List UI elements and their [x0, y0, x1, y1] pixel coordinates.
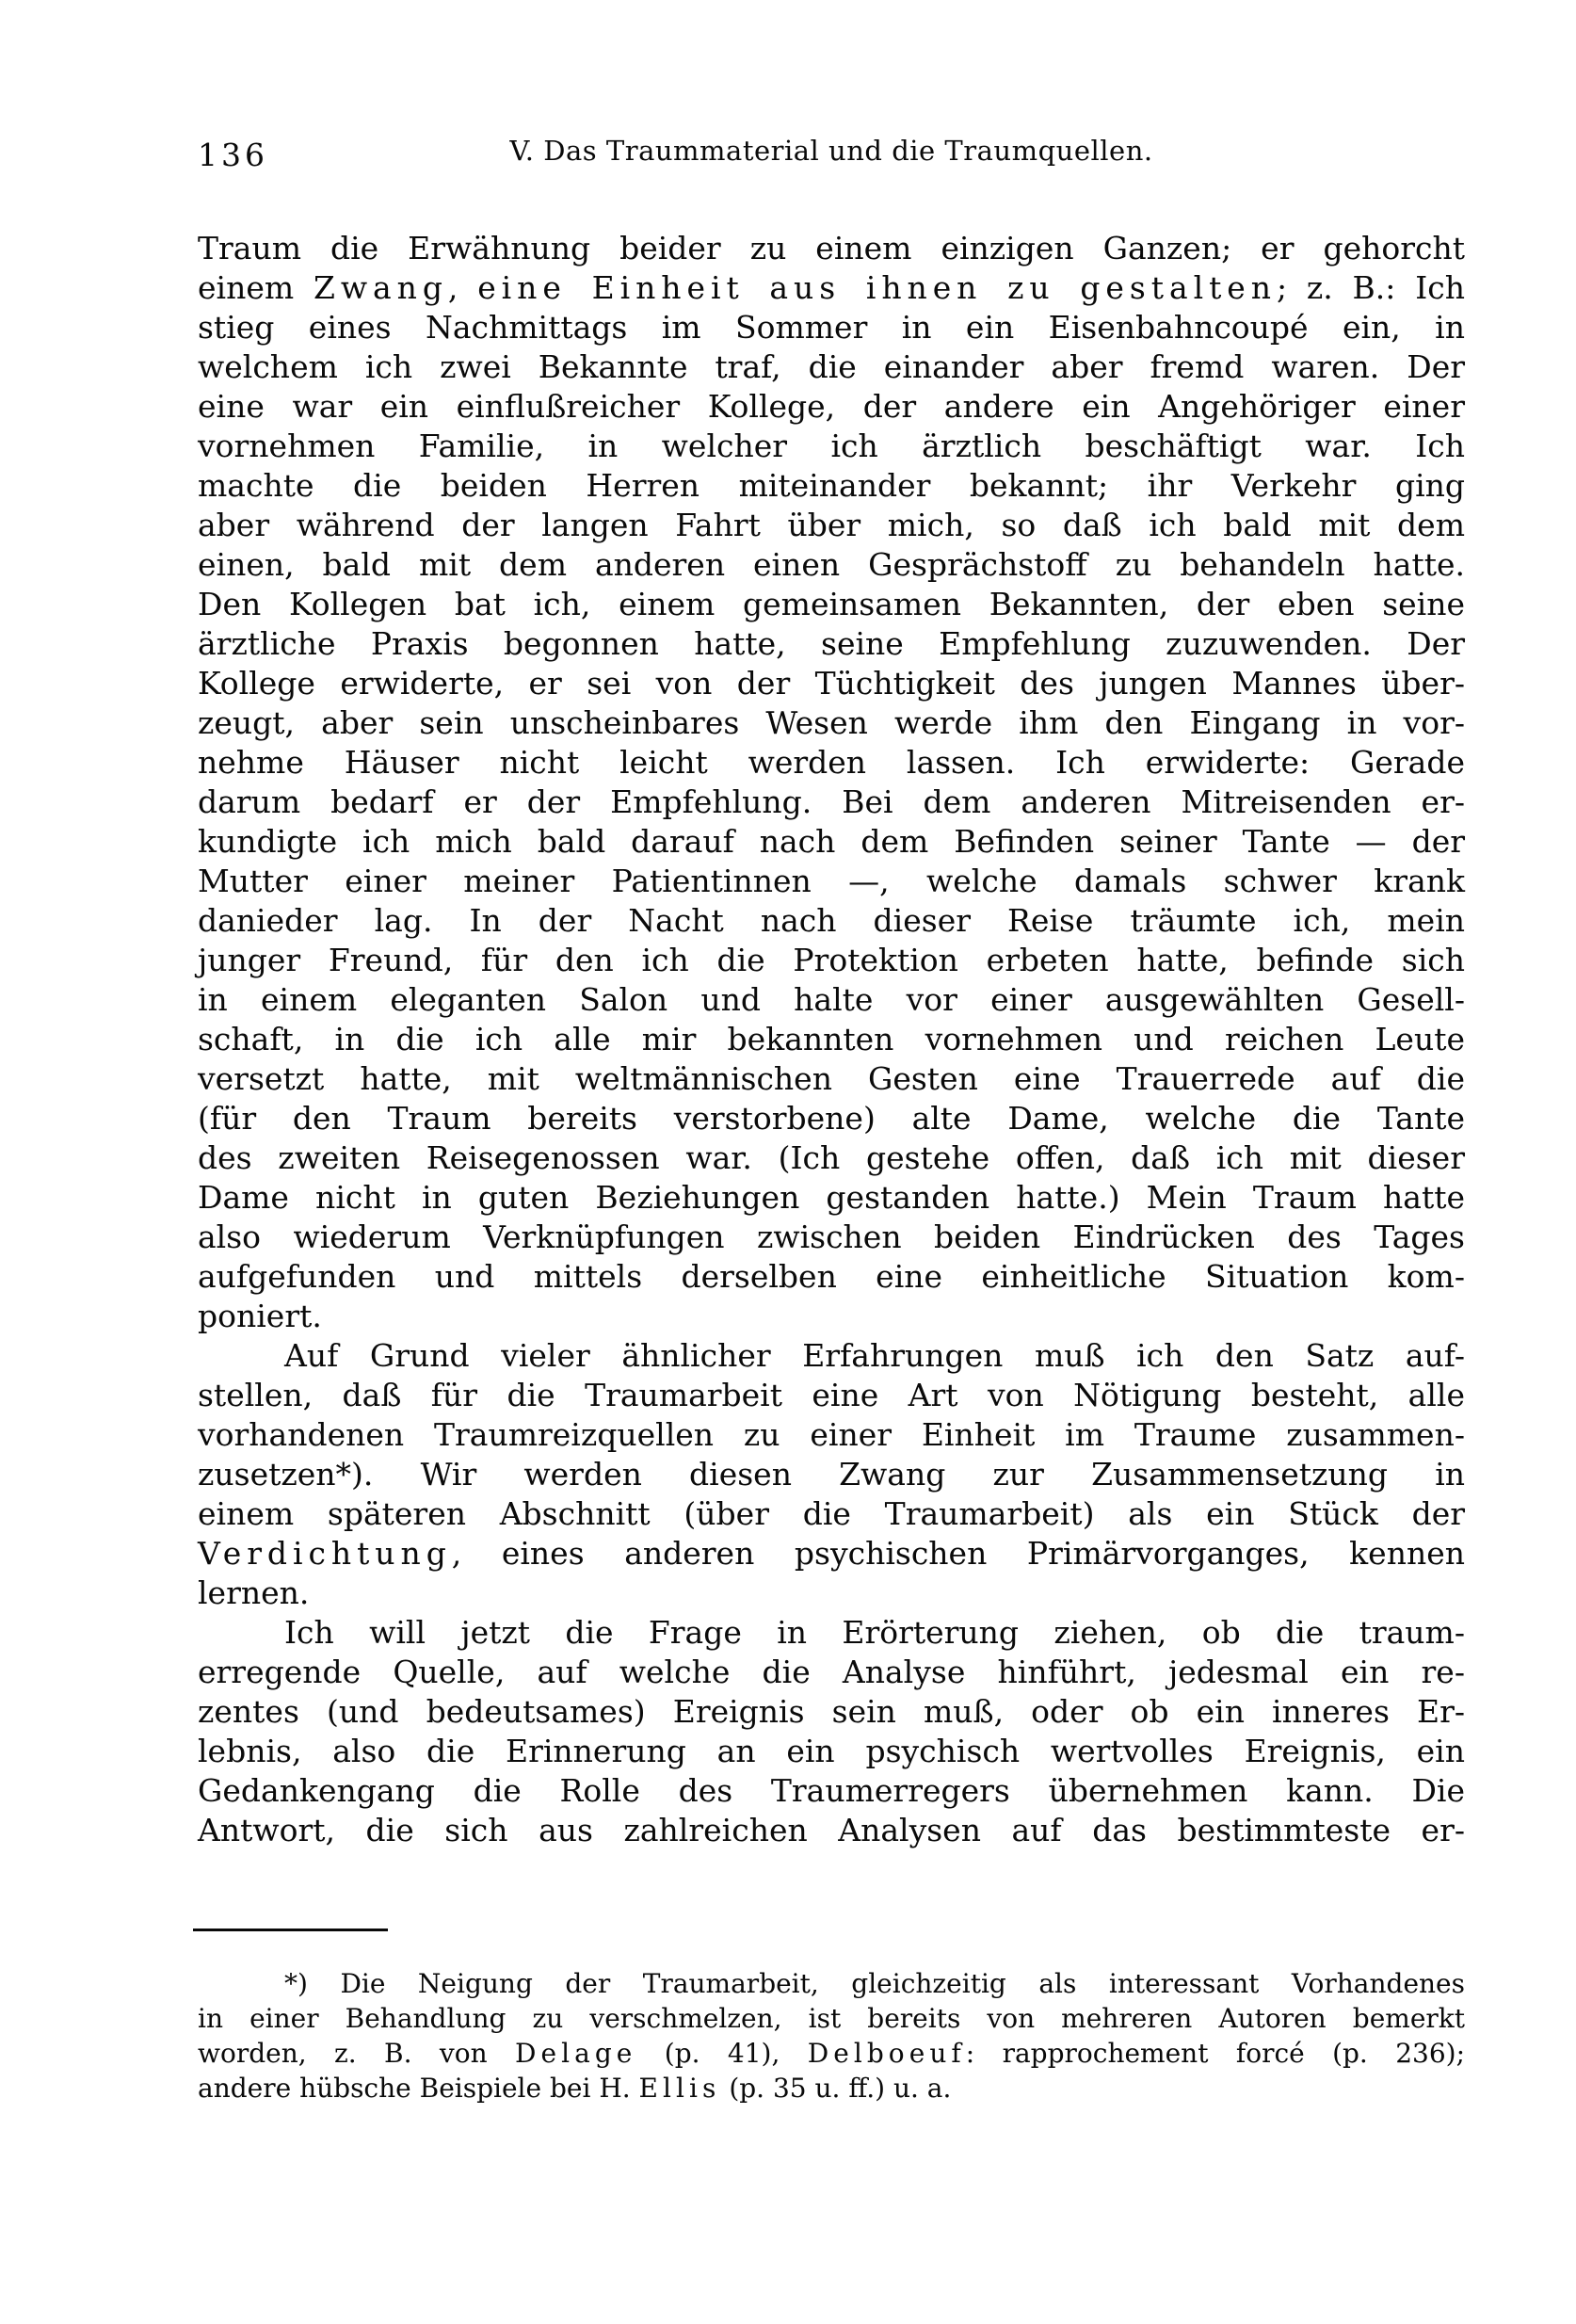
text-line — [198, 1966, 1465, 2001]
text-segment: welchem ich zwei Bekannte traf, die einander aber fremd waren. Der — [198, 348, 1465, 385]
running-title: V. Das Traummaterial und die Traumquellen. — [509, 135, 1153, 167]
text-segment: andere hübsche Beispiele bei H. — [198, 2073, 639, 2104]
text-line — [198, 783, 1465, 822]
text-line — [198, 1613, 1465, 1653]
text-segment: darum bedarf er der Empfehlung. Bei dem anderen Mitreisenden er- — [198, 783, 1465, 820]
text-line — [198, 1178, 1465, 1218]
text-line — [198, 1020, 1465, 1059]
text-segment: (für den Traum bereits verstorbene) alte Dame, welche die Tante — [198, 1100, 1465, 1137]
text-line — [198, 1455, 1465, 1494]
text-segment: kundigte ich mich bald darauf nach dem Befinden seiner Tante — der — [198, 823, 1465, 860]
text-segment: ärztliche Praxis begonnen hatte, seine Empfehlung zuzuwenden. Der — [198, 625, 1465, 662]
text-line — [198, 2071, 1465, 2106]
text-segment: (p. 41), — [636, 2038, 808, 2069]
text-line — [198, 1771, 1465, 1811]
text-segment: Gedankengang die Rolle des Traumerregers übernehmen kann. Die — [198, 1772, 1465, 1809]
text-segment: : rapprochement forcé (p. 236); — [965, 2038, 1466, 2069]
text-segment: junger Freund, für den ich die Protektion erbeten hatte, befinde sich — [198, 942, 1465, 978]
text-line — [198, 387, 1465, 427]
text-segment: Antwort, die sich aus zahlreichen Analysen auf das bestimmteste er- — [198, 1812, 1465, 1848]
text-segment: (p. 35 u. ff.) u. a. — [720, 2073, 952, 2104]
text-line — [198, 1811, 1465, 1850]
text-line — [198, 1376, 1465, 1415]
text-segment: Traum die Erwähnung beider zu einem einzigen Ganzen; er gehorcht — [198, 230, 1465, 266]
text-line — [198, 664, 1465, 703]
text-segment: zusetzen*). Wir werden diesen Zwang zur Zusammensetzung in — [198, 1456, 1465, 1493]
text-line — [198, 1099, 1465, 1138]
text-segment: in einer Behandlung zu verschmelzen, ist bereits von mehreren Autoren bemerkt — [198, 2003, 1465, 2034]
text-line — [198, 268, 1465, 308]
text-line — [198, 1534, 1465, 1574]
text-line — [198, 1415, 1465, 1455]
text-line — [198, 229, 1465, 268]
emphasized-text: Verdichtung — [198, 1535, 452, 1572]
text-segment: worden, z. B. von — [198, 2038, 515, 2069]
text-line — [198, 1257, 1465, 1297]
text-segment: einem — [198, 269, 314, 306]
text-line — [198, 585, 1465, 624]
text-segment: des zweiten Reisegenossen war. (Ich gestehe offen, daß ich mit dieser — [198, 1139, 1465, 1176]
text-segment: lernen. — [198, 1574, 310, 1611]
page-header — [198, 135, 1465, 176]
footnote-separator — [193, 1929, 388, 1931]
text-segment: Auf Grund vieler ähnlicher Erfahrungen muß ich den Satz auf- — [284, 1337, 1465, 1374]
text-line — [198, 1653, 1465, 1692]
text-segment: aufgefunden und mittels derselben eine einheitliche Situation kom- — [198, 1258, 1465, 1295]
emphasized-text: Delboeuf — [807, 2038, 966, 2069]
text-segment: vornehmen Familie, in welcher ich ärztlich beschäftigt war. Ich — [198, 428, 1465, 464]
text-segment: poniert. — [198, 1298, 322, 1334]
text-segment: ; z. B.: Ich — [1276, 269, 1465, 306]
text-line — [198, 743, 1465, 783]
text-segment: erregende Quelle, auf welche die Analyse hinführt, jedesmal ein re- — [198, 1654, 1465, 1690]
text-segment: Dame nicht in guten Beziehungen gestanden hatte.) Mein Traum hatte — [198, 1179, 1465, 1216]
text-line — [198, 1297, 1465, 1336]
text-line — [198, 1732, 1465, 1771]
text-line — [198, 624, 1465, 664]
text-line — [198, 862, 1465, 901]
text-segment: nehme Häuser nicht leicht werden lassen. Ich erwiderte: Gerade — [198, 744, 1465, 781]
text-segment: stieg eines Nachmittags im Sommer in ein Eisenbahncoupé ein, in — [198, 309, 1465, 346]
text-segment: Ich will jetzt die Frage in Erörterung ziehen, ob die traum- — [284, 1614, 1465, 1651]
emphasized-text: eine Einheit aus ihnen zu gestalten — [477, 269, 1277, 306]
text-segment: in einem eleganten Salon und halte vor einer ausgewählten Gesell- — [198, 981, 1465, 1018]
emphasized-text: Ellis — [638, 2073, 721, 2104]
text-segment: *) Die Neigung der Traumarbeit, gleichzeitig als interessant Vorhandenes — [284, 1968, 1465, 1999]
text-line — [198, 822, 1465, 862]
text-line — [198, 427, 1465, 466]
emphasized-text: Zwang — [313, 269, 448, 306]
text-line — [198, 1138, 1465, 1178]
text-line — [198, 980, 1465, 1020]
text-segment: Mutter einer meiner Patientinnen —, welche damals schwer krank — [198, 863, 1465, 899]
text-segment: Den Kollegen bat ich, einem gemeinsamen Bekannten, der eben seine — [198, 586, 1465, 622]
text-segment: also wiederum Verknüpfungen zwischen beiden Eindrücken des Tages — [198, 1218, 1465, 1255]
text-segment: stellen, daß für die Traumarbeit eine Art von Nötigung besteht, alle — [198, 1377, 1465, 1413]
text-segment: , eines anderen psychischen Primärvorganges, kennen — [451, 1535, 1465, 1572]
main-text — [198, 229, 1465, 1850]
text-segment: einen, bald mit dem anderen einen Gesprächstoff zu behandeln hatte. — [198, 546, 1465, 583]
footnote — [198, 1966, 1465, 2106]
text-line — [198, 1692, 1465, 1732]
text-segment: einem späteren Abschnitt (über die Traumarbeit) als ein Stück der — [198, 1495, 1465, 1532]
text-line — [198, 347, 1465, 387]
text-segment: eine war ein einflußreicher Kollege, der andere ein Angehöriger einer — [198, 388, 1465, 425]
text-segment: versetzt hatte, mit weltmännischen Gesten eine Trauerrede auf die — [198, 1060, 1465, 1097]
text-segment: danieder lag. In der Nacht nach dieser Reise träumte ich, mein — [198, 902, 1465, 939]
text-line — [198, 703, 1465, 743]
text-segment: machte die beiden Herren miteinander bekannt; ihr Verkehr ging — [198, 467, 1465, 504]
text-line — [198, 1494, 1465, 1534]
text-line — [198, 2001, 1465, 2036]
text-line — [198, 308, 1465, 347]
page-number: 136 — [198, 137, 268, 173]
text-line — [198, 1336, 1465, 1376]
text-segment: vorhandenen Traumreizquellen zu einer Einheit im Traume zusammen- — [198, 1416, 1465, 1453]
text-line — [198, 1574, 1465, 1613]
text-line — [198, 1218, 1465, 1257]
text-segment: , — [447, 269, 478, 306]
text-segment: aber während der langen Fahrt über mich, so daß ich bald mit dem — [198, 507, 1465, 543]
emphasized-text: Delage — [515, 2038, 637, 2069]
text-segment: zeugt, aber sein unscheinbares Wesen werde ihm den Eingang in vor- — [198, 704, 1465, 741]
text-line — [198, 2036, 1465, 2071]
text-segment: Kollege erwiderte, er sei von der Tüchtigkeit des jungen Mannes über- — [198, 665, 1465, 702]
text-line — [198, 901, 1465, 941]
text-line — [198, 466, 1465, 506]
text-segment: zentes (und bedeutsames) Ereignis sein muß, oder ob ein inneres Er- — [198, 1693, 1465, 1730]
text-line — [198, 1059, 1465, 1099]
text-line — [198, 941, 1465, 980]
text-segment: schaft, in die ich alle mir bekannten vornehmen und reichen Leute — [198, 1021, 1465, 1057]
text-segment: lebnis, also die Erinnerung an ein psychisch wertvolles Ereignis, ein — [198, 1733, 1465, 1769]
text-line — [198, 506, 1465, 545]
text-line — [198, 545, 1465, 585]
